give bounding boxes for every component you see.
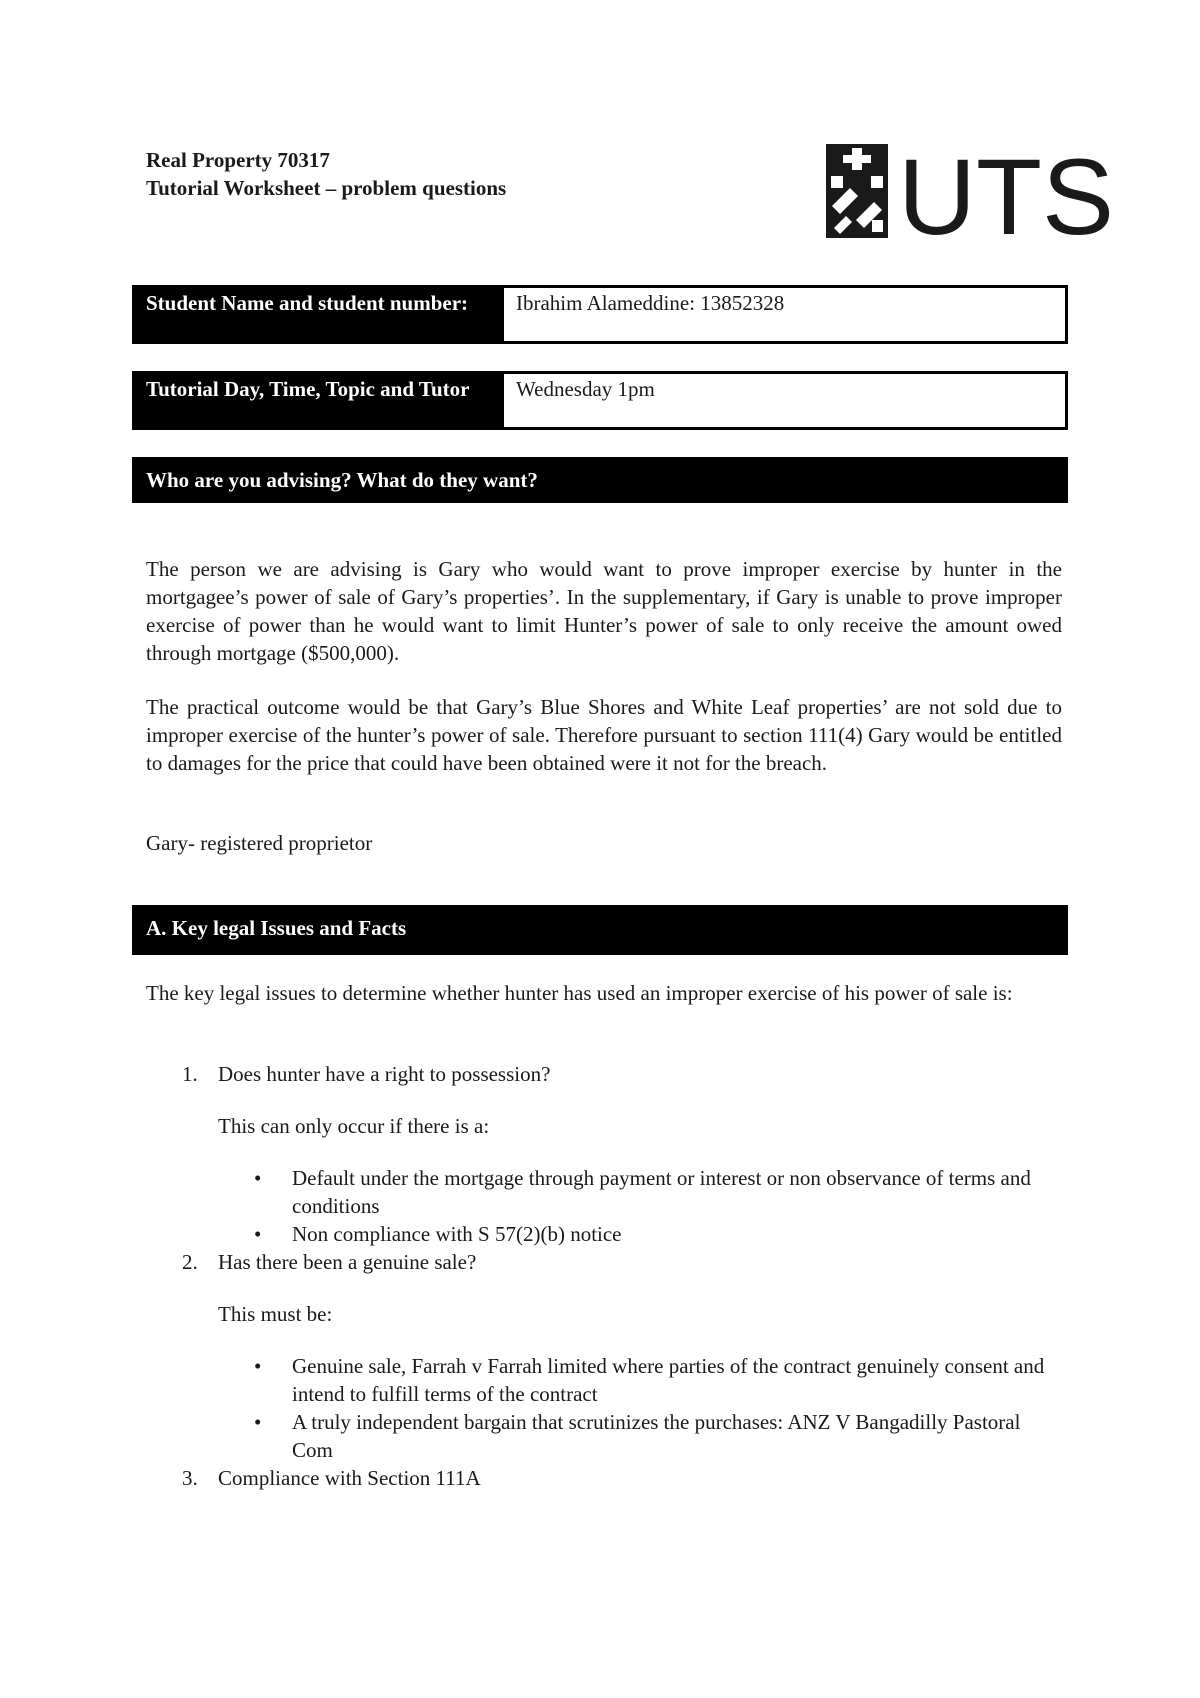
advising-paragraph-2: The practical outcome would be that Gary’s Blue Shores and White Leaf properties’ are not sold due to improper exercise of the hunter’s power of sale. Therefore pursuant to section 111(4) Gary would be entitled to damages for the price that could have been obtained were it not for the breach. [146, 695, 1062, 775]
list-number: 3. [182, 1466, 198, 1490]
advising-heading: Who are you advising? What do they want? [132, 457, 1068, 503]
list-sub-text: This can only occur if there is a: [218, 1114, 490, 1138]
worksheet-subtitle: Tutorial Worksheet – problem questions [146, 176, 507, 200]
student-name-value: Ibrahim Alameddine: 13852328 [504, 285, 1068, 344]
student-info-row [132, 285, 1068, 344]
bullet-icon: • [254, 1222, 262, 1246]
bullet-text: A truly independent bargain that scrutinizes the purchases: ANZ V Bangadilly Pastoral Com [292, 1410, 1021, 1462]
uts-crest-icon [826, 144, 888, 238]
bullet-text: Default under the mortgage through payment or interest or non observance of terms and conditions [292, 1166, 1031, 1218]
uts-logo [826, 142, 1122, 240]
tutorial-value: Wednesday 1pm [504, 371, 1068, 430]
course-title: Real Property 70317 [146, 148, 330, 172]
bullet-icon: • [254, 1166, 262, 1190]
list-item-text: Has there been a genuine sale? [218, 1250, 477, 1274]
list-item-text: Does hunter have a right to possession? [218, 1062, 551, 1086]
bullet-text: Non compliance with S 57(2)(b) notice [292, 1222, 622, 1246]
list-sub-text: This must be: [218, 1302, 333, 1326]
bullet-text: Genuine sale, Farrah v Farrah limited where parties of the contract genuinely consent and intend to fulfill terms of the contract [292, 1354, 1045, 1406]
student-name-label: Student Name and student number: [132, 285, 504, 344]
advising-paragraph-3: Gary- registered proprietor [146, 831, 373, 855]
advising-paragraph-1: The person we are advising is Gary who would want to prove improper exercise by hunter in the mortgagee’s power of sale of Gary’s properties’. In the supplementary, if Gary is unable to prove improper exercise of power than he would want to limit Hunter’s power of sale to only receive the amount owed through mortgage ($500,000). [146, 557, 1062, 665]
bullet-icon: • [254, 1410, 262, 1434]
list-item-text: Compliance with Section 111A [218, 1466, 481, 1490]
list-number: 1. [182, 1062, 198, 1086]
issues-heading: A. Key legal Issues and Facts [132, 905, 1068, 955]
issues-intro-paragraph: The key legal issues to determine whether hunter has used an improper exercise of his power of sale is: [146, 981, 1013, 1005]
tutorial-label: Tutorial Day, Time, Topic and Tutor [132, 371, 504, 430]
document-header [146, 146, 506, 202]
logo-wordmark: UTS [898, 142, 1114, 240]
tutorial-info-row [132, 371, 1068, 430]
list-number: 2. [182, 1250, 198, 1274]
bullet-icon: • [254, 1354, 262, 1378]
